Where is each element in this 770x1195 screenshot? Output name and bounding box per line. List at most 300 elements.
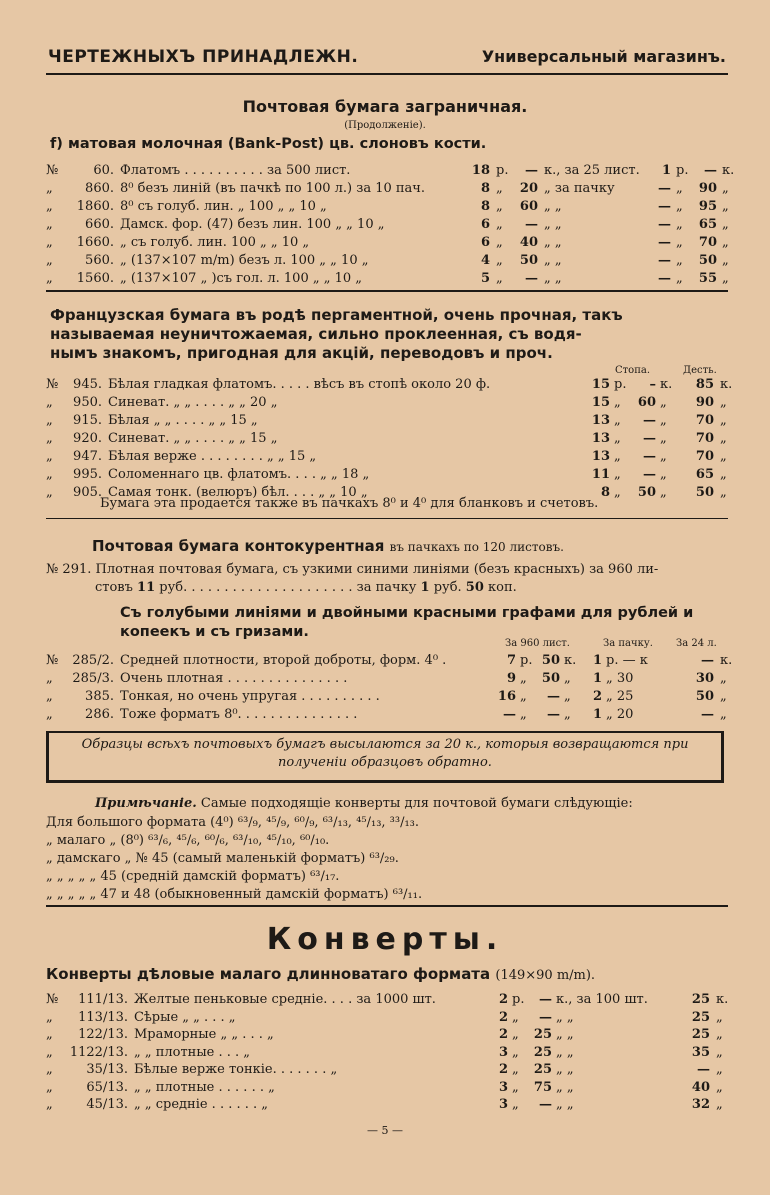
unit: „ <box>614 449 621 464</box>
price-kop: — <box>643 449 656 464</box>
item-description: Бѣлые верже тонкіе. . . . . . . „ <box>134 1062 338 1077</box>
row-marker: „ <box>46 707 53 722</box>
row-marker: „ <box>46 413 53 428</box>
unit-text: к., за 100 шт. <box>556 992 648 1007</box>
remark-label: Примѣчаніе. <box>95 796 197 811</box>
unit: „ <box>676 181 683 196</box>
item-number: 285/2. <box>72 653 114 668</box>
row-marker: „ <box>46 1062 53 1077</box>
unit: „ <box>660 485 667 500</box>
price-kop: — <box>525 271 538 286</box>
unit: „ <box>614 413 621 428</box>
unit-text: „ за пачку <box>544 181 615 196</box>
price-kop: 50 <box>637 485 656 500</box>
text: стовъ <box>95 580 133 595</box>
section-rule <box>46 905 728 907</box>
item-291-line-1: № 291. Плотная почтовая бумага, съ узкими синими линіями (безъ красныхъ) за 960 ли- <box>46 562 659 577</box>
price-kop-2: 50 <box>698 253 717 268</box>
unit: „ <box>720 689 727 704</box>
envelopes-subheading-text: Конверты дѣловые малаго длинноватаго формата <box>46 965 491 983</box>
unit: „ <box>720 395 727 410</box>
unit: „ <box>676 217 683 232</box>
item-number: 122/13. <box>78 1027 128 1042</box>
column-header-ream: Стопа. <box>615 365 651 376</box>
unit: „ <box>660 467 667 482</box>
unit: „ <box>716 1027 723 1042</box>
unit: „ <box>660 413 667 428</box>
price-quire: 85 <box>695 377 714 392</box>
heading-line: Французская бумага въ родѣ пергаментной, очень прочная, такъ <box>50 306 623 324</box>
price-kop: — <box>547 707 560 722</box>
price-rub: 11 <box>591 467 610 482</box>
row-marker: „ <box>46 449 53 464</box>
section-heading-french-paper <box>50 306 730 363</box>
heading-line: копеекъ и съ гризами. <box>120 624 309 640</box>
item-number: 60. <box>93 163 114 178</box>
price-rub: 16 <box>497 689 516 704</box>
price-quire: 50 <box>695 485 714 500</box>
price-24: 50 <box>695 689 714 704</box>
unit-text: к., за 25 лист. <box>544 163 640 178</box>
unit: „ <box>614 395 621 410</box>
price-rub: 2 <box>498 1062 508 1077</box>
price-kop: 50 <box>519 253 538 268</box>
price-rub: 8 <box>480 181 490 196</box>
unit: „ <box>720 467 727 482</box>
unit-text: „ „ <box>556 1079 574 1095</box>
item-number: 385. <box>85 689 114 704</box>
unit: „ <box>512 1079 519 1095</box>
column-header-quire: Десть. <box>683 365 717 376</box>
row-marker: „ <box>46 1027 53 1042</box>
price-kop: 25 <box>533 1062 552 1077</box>
item-number: 65/13. <box>86 1079 128 1095</box>
unit: „ <box>512 1009 519 1025</box>
price-rub: 15 <box>591 395 610 410</box>
price-kop: 20 <box>519 181 538 196</box>
unit: „ <box>676 271 683 286</box>
price-row <box>46 689 730 705</box>
price-kop: 60 <box>637 395 656 410</box>
subsection-heading: f) матовая молочная (Bank-Post) цв. слоновъ кости. <box>50 136 487 152</box>
unit: „ <box>716 1044 723 1060</box>
pack-kop: „ 25 <box>606 689 634 704</box>
item-number: 947. <box>73 449 102 464</box>
price-kop: 60 <box>519 199 538 214</box>
price-row <box>46 1062 730 1078</box>
price-rub: 2 <box>498 992 508 1007</box>
item-description: Бѣлая верже . . . . . . . . „ „ 15 „ <box>108 449 317 464</box>
price-kop-2: 95 <box>698 199 717 214</box>
price-rub: 8 <box>480 199 490 214</box>
price-kop-2: 90 <box>698 181 717 196</box>
price-rub: 18 <box>471 163 490 178</box>
price-rub: 2 <box>498 1009 508 1025</box>
price-100: 25 <box>691 992 710 1007</box>
header-rule <box>46 73 728 75</box>
item-number: 1660. <box>76 235 114 250</box>
pack-kop: „ 20 <box>606 707 634 722</box>
item-description: Бѣлая „ „ . . . . „ „ 15 „ <box>108 413 258 428</box>
item-description: „ „ плотные . . . . . . „ <box>134 1079 275 1095</box>
unit: „ <box>496 181 503 196</box>
unit: „ <box>716 1079 723 1095</box>
item-number: 286. <box>85 707 114 722</box>
text: руб. . . . . . . . . . . . . . . . . . . . . за пачку <box>159 580 417 595</box>
unit: „ <box>720 671 727 686</box>
item-description: Синеват. „ „ . . . . „ „ 15 „ <box>108 431 278 446</box>
row-marker: „ <box>46 671 53 686</box>
unit: „ <box>614 431 621 446</box>
price-row <box>46 181 730 197</box>
item-number: 35/13. <box>86 1062 128 1077</box>
unit-text: „ „ <box>544 253 562 268</box>
page-number: — 5 — <box>367 1124 403 1137</box>
section-subtitle: (Продолженіе). <box>344 120 426 131</box>
envelope-remark-line: „ „ „ „ „ 45 (средній дамскій форматъ) ⁶³/₁₇. <box>46 869 340 884</box>
price-rub-2: — <box>658 271 671 286</box>
item-number: 950. <box>73 395 102 410</box>
price-rub: 1 <box>420 580 430 595</box>
unit-text: „ „ <box>556 1044 574 1060</box>
price-100: 40 <box>691 1079 710 1095</box>
column-header-pack: За пачку. <box>603 638 653 649</box>
row-marker: „ <box>46 689 53 704</box>
price-kop: — <box>525 217 538 232</box>
price-row <box>46 271 730 287</box>
item-number: 45/13. <box>86 1097 128 1112</box>
row-marker: № <box>46 992 59 1007</box>
row-marker: „ <box>46 431 53 446</box>
section-title-text: Почтовая бумага контокурентная <box>92 537 385 555</box>
unit: „ <box>716 1062 723 1077</box>
price-quire: 90 <box>695 395 714 410</box>
unit: „ <box>614 485 621 500</box>
row-marker: „ <box>46 1044 53 1060</box>
unit: к. <box>720 377 733 392</box>
price-100: — <box>697 1062 710 1077</box>
unit: „ <box>512 1044 519 1060</box>
unit: „ <box>520 671 527 686</box>
item-description: Мраморные „ „ . . . „ <box>134 1027 274 1042</box>
envelope-remark-line: „ дамскаго „ № 45 (самый маленькій форматъ) ⁶³/₂₉. <box>46 851 399 866</box>
price-row <box>46 1027 730 1043</box>
price-rub: 6 <box>480 217 490 232</box>
price-rub-2: — <box>658 181 671 196</box>
unit-text: „ „ <box>544 235 562 250</box>
price-kop: 25 <box>533 1027 552 1042</box>
price-row <box>46 431 730 447</box>
unit-text: „ „ <box>544 199 562 214</box>
item-number: 285/3. <box>72 671 114 686</box>
price-rub: — <box>503 707 516 722</box>
unit: „ <box>496 235 503 250</box>
price-row <box>46 377 733 393</box>
price-kop: 50 <box>541 671 560 686</box>
pack-rub: 1 <box>592 707 602 722</box>
row-marker: „ <box>46 395 53 410</box>
unit: „ <box>564 671 571 686</box>
price-rub: 9 <box>506 671 516 686</box>
price-quire: 70 <box>695 431 714 446</box>
item-description: Бѣлая гладкая флатомъ. . . . . вѣсъ въ стопѣ около 20 ф. <box>108 377 491 392</box>
unit: „ <box>716 1009 723 1025</box>
unit: „ <box>722 199 729 214</box>
unit: „ <box>496 199 503 214</box>
section-footnote: Бумага эта продается также въ пачкахъ 8⁰ и 4⁰ для бланковъ и счетовъ. <box>100 496 599 511</box>
item-description: Синеват. „ „ . . . . „ „ 20 „ <box>108 395 278 410</box>
section-title-note: въ пачкахъ по 120 листовъ. <box>389 540 564 554</box>
price-kop: — <box>643 467 656 482</box>
pack-kop: р. — к <box>606 653 648 668</box>
row-marker: № <box>46 163 59 178</box>
price-rub-2: — <box>658 217 671 232</box>
unit: „ <box>722 217 729 232</box>
item-number: 920. <box>73 431 102 446</box>
section-title-foreign-paper: Почтовая бумага заграничная. <box>242 97 528 116</box>
price-kop: — <box>525 163 538 178</box>
unit: „ <box>676 235 683 250</box>
unit: р. <box>676 163 689 178</box>
price-kop: — <box>539 1097 552 1112</box>
unit: к. <box>716 992 729 1007</box>
unit-text: „ „ <box>556 1027 574 1042</box>
unit: „ <box>614 467 621 482</box>
row-marker: „ <box>46 217 53 232</box>
price-quire: 65 <box>695 467 714 482</box>
unit: „ <box>564 707 571 722</box>
price-100: 25 <box>691 1009 710 1025</box>
price-100: 32 <box>691 1097 710 1112</box>
price-kop-2: — <box>704 163 717 178</box>
row-marker: „ <box>46 181 53 196</box>
item-description: Тонкая, но очень упругая . . . . . . . . . . <box>120 689 380 704</box>
unit: „ <box>660 395 667 410</box>
item-291-line-2 <box>95 579 770 596</box>
unit: „ <box>496 253 503 268</box>
item-description: 8⁰ съ голуб. лин. „ 100 „ „ 10 „ <box>120 199 327 214</box>
envelopes-title: Конверты. <box>266 922 504 957</box>
price-kop: – <box>649 377 656 392</box>
envelopes-size: (149×90 m/m). <box>495 968 596 983</box>
unit: р. <box>512 992 525 1007</box>
item-description: „ (137×107 m/m) безъ л. 100 „ „ 10 „ <box>120 253 369 268</box>
price-kop: — <box>539 992 552 1007</box>
price-kop: 50 <box>541 653 560 668</box>
item-number: 860. <box>85 181 114 196</box>
unit: „ <box>660 431 667 446</box>
item-number: 660. <box>85 217 114 232</box>
unit: „ <box>520 707 527 722</box>
item-description: „ съ голуб. лин. 100 „ „ 10 „ <box>120 235 310 250</box>
row-marker: „ <box>46 485 53 500</box>
item-number: 915. <box>73 413 102 428</box>
row-marker: „ <box>46 235 53 250</box>
price-row <box>46 653 733 669</box>
header-left: ЧЕРТЕЖНЫХЪ ПРИНАДЛЕЖН. <box>48 47 359 67</box>
unit: р. <box>614 377 627 392</box>
item-number: 1122/13. <box>69 1044 128 1060</box>
section-rule <box>46 290 728 292</box>
note-line: Образцы всѣхъ почтовыхъ бумагъ высылаются за 20 к., которыя возвращаются при <box>81 737 689 752</box>
item-description: Очень плотная . . . . . . . . . . . . . . . <box>120 671 348 686</box>
price-rub: 15 <box>591 377 610 392</box>
unit: р. <box>496 163 509 178</box>
price-rub: 11 <box>137 580 156 595</box>
price-rub-2: — <box>658 253 671 268</box>
price-rub-2: 1 <box>661 163 671 178</box>
price-rub: 3 <box>498 1079 508 1095</box>
unit: „ <box>496 217 503 232</box>
item-description: Желтые пеньковые средніе. . . . за 1000 шт. <box>134 992 436 1007</box>
unit: „ <box>512 1097 519 1112</box>
pack-kop: „ 30 <box>606 671 634 686</box>
price-24: — <box>701 707 714 722</box>
unit: „ <box>564 689 571 704</box>
price-row <box>46 253 730 269</box>
price-row <box>46 163 735 179</box>
price-row <box>46 217 730 233</box>
item-number: 995. <box>73 467 102 482</box>
price-rub: 13 <box>591 449 610 464</box>
heading-line: называемая неуничтожаемая, сильно проклеенная, съ водя- <box>50 325 582 343</box>
price-rub: 13 <box>591 431 610 446</box>
item-description: Дамск. фор. (47) безъ лин. 100 „ „ 10 „ <box>120 217 385 232</box>
price-kop: 40 <box>519 235 538 250</box>
price-row <box>46 199 730 215</box>
item-number: 113/13. <box>78 1009 128 1025</box>
unit: „ <box>720 413 727 428</box>
item-description: „ „ плотные . . . „ <box>134 1044 251 1060</box>
price-row <box>46 449 730 465</box>
envelope-remark-line: „ „ „ „ „ 47 и 48 (обыкновенный дамскій форматъ) ⁶³/₁₁. <box>46 887 423 902</box>
pack-rub: 1 <box>592 671 602 686</box>
item-description: Соломеннаго цв. флатомъ. . . . „ „ 18 „ <box>108 467 370 482</box>
price-rub: 13 <box>591 413 610 428</box>
envelope-remark-line: Для большого формата (4⁰) ⁶³/₉, ⁴⁵/₉, ⁶⁰/₉, ⁶³/₁₃, ⁴⁵/₁₃, ³³/₁₃. <box>46 815 420 830</box>
price-rub: 4 <box>480 253 490 268</box>
header-right: Универсальный магазинъ. <box>481 47 726 66</box>
unit-text: „ „ <box>544 217 562 232</box>
pack-rub: 1 <box>592 653 602 668</box>
item-description: Средней плотности, второй доброты, форм. 4⁰ . <box>120 653 447 668</box>
price-100: 35 <box>691 1044 710 1060</box>
samples-note-box <box>46 731 724 783</box>
item-description: „ „ средніе . . . . . . „ <box>134 1097 269 1112</box>
row-marker: № <box>46 653 59 668</box>
item-description: Флатомъ . . . . . . . . . . за 500 лист. <box>120 163 351 178</box>
item-description: Тоже форматъ 8⁰. . . . . . . . . . . . . . . <box>120 707 358 722</box>
unit: „ <box>720 707 727 722</box>
price-row <box>46 1045 730 1061</box>
row-marker: „ <box>46 1097 53 1112</box>
price-kop-2: 65 <box>698 217 717 232</box>
price-row <box>46 395 730 411</box>
unit-text: „ „ <box>556 1009 574 1025</box>
unit: „ <box>720 449 727 464</box>
unit: „ <box>520 689 527 704</box>
unit: „ <box>722 271 729 286</box>
item-number: 1860. <box>76 199 114 214</box>
price-kop-2: 55 <box>698 271 717 286</box>
note-line: полученіи образцовъ обратно. <box>278 755 492 770</box>
price-rub: 3 <box>498 1097 508 1112</box>
envelope-remark-line: „ малаго „ (8⁰) ⁶³/₆, ⁴⁵/₆, ⁶⁰/₆, ⁶³/₁₀, ⁴⁵/₁₀, ⁶⁰/₁₀. <box>46 833 330 848</box>
price-kop: 25 <box>533 1044 552 1060</box>
price-row <box>46 707 730 723</box>
unit-text: „ „ <box>556 1062 574 1077</box>
price-rub-2: — <box>658 199 671 214</box>
row-marker: „ <box>46 1009 53 1025</box>
section-title-account-paper <box>92 537 564 555</box>
price-kop: — <box>643 413 656 428</box>
unit: „ <box>660 449 667 464</box>
item-number: 1560. <box>76 271 114 286</box>
price-row <box>46 1097 730 1113</box>
row-marker: № <box>46 377 59 392</box>
item-number: 905. <box>73 485 102 500</box>
unit: „ <box>722 253 729 268</box>
item-description: „ (137×107 „ )съ гол. л. 100 „ „ 10 „ <box>120 271 362 286</box>
price-row <box>46 413 730 429</box>
price-rub: 3 <box>498 1044 508 1060</box>
item-description: Сѣрые „ „ . . . „ <box>134 1009 236 1025</box>
price-kop: — <box>539 1009 552 1025</box>
unit: р. <box>520 653 533 668</box>
row-marker: „ <box>46 253 53 268</box>
price-row <box>46 671 730 687</box>
unit: „ <box>716 1097 723 1112</box>
price-row <box>46 1080 730 1096</box>
unit: к. <box>720 653 733 668</box>
price-row <box>46 1010 730 1026</box>
heading-line: нымъ знакомъ, пригодная для акцій, переводовъ и проч. <box>50 344 553 362</box>
item-description: Самая тонк. (велюръ) бѣл. . . . „ „ 10 „ <box>108 485 368 500</box>
unit: „ <box>676 253 683 268</box>
unit: „ <box>720 431 727 446</box>
item-description: 8⁰ безъ линій (въ пачкѣ по 100 л.) за 10 пач. <box>120 181 426 196</box>
price-row <box>46 235 730 251</box>
price-quire: 70 <box>695 413 714 428</box>
unit: к. <box>660 377 673 392</box>
price-rub: 6 <box>480 235 490 250</box>
column-header-24: За 24 л. <box>676 638 717 649</box>
unit: к. <box>564 653 577 668</box>
price-rub-2: — <box>658 235 671 250</box>
row-marker: „ <box>46 467 53 482</box>
unit: „ <box>720 485 727 500</box>
price-kop: 50 <box>465 580 484 595</box>
unit-text: „ „ <box>556 1097 574 1112</box>
price-rub: 8 <box>600 485 610 500</box>
price-row <box>46 467 730 483</box>
unit-text: „ „ <box>544 271 562 286</box>
price-kop: — <box>643 431 656 446</box>
remark-text: Самые подходящіе конверты для почтовой бумаги слѣдующіе: <box>200 796 633 811</box>
unit: „ <box>512 1062 519 1077</box>
row-marker: „ <box>46 1079 53 1095</box>
heading-line: Съ голубыми линіями и двойными красными графами для рублей и <box>120 605 694 621</box>
price-100: 25 <box>691 1027 710 1042</box>
unit: „ <box>512 1027 519 1042</box>
text: руб. <box>433 580 462 595</box>
row-marker: „ <box>46 199 53 214</box>
envelopes-subheading <box>46 965 595 983</box>
price-rub: 2 <box>498 1027 508 1042</box>
unit: „ <box>722 235 729 250</box>
price-rub: 5 <box>480 271 490 286</box>
price-24: — <box>701 653 714 668</box>
